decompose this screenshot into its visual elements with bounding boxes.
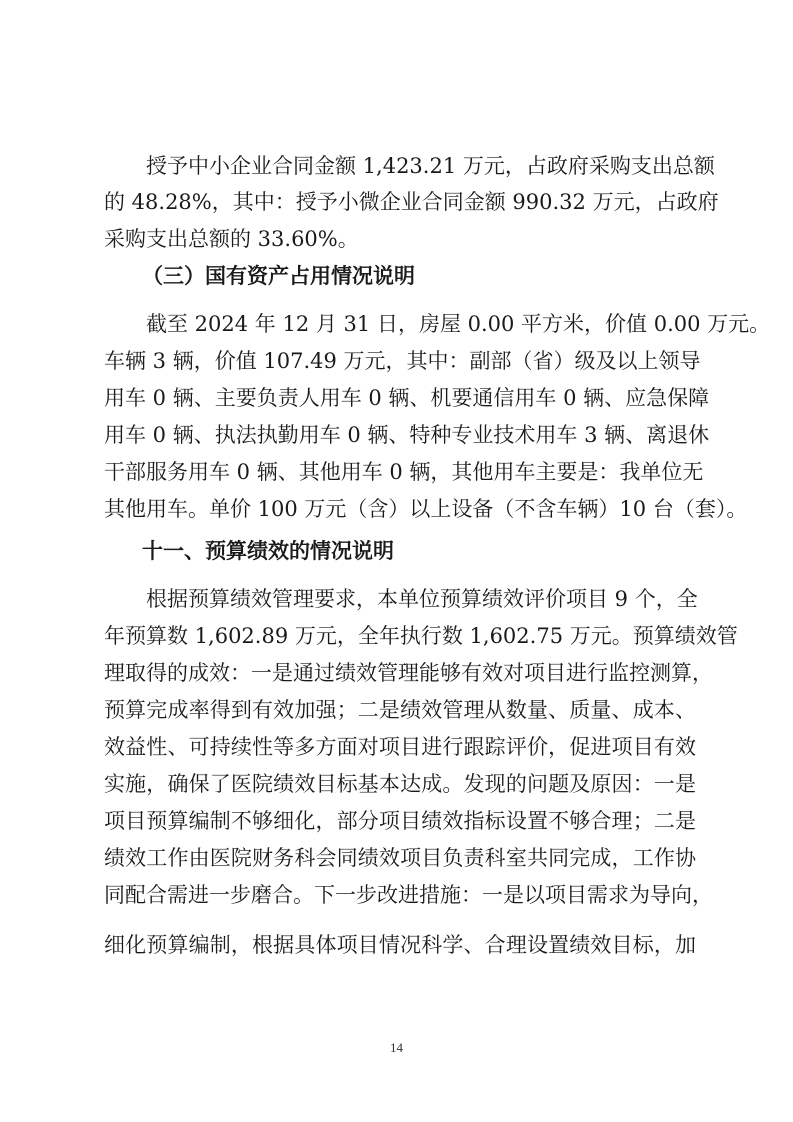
page-number: 14 xyxy=(390,1040,403,1055)
paragraph-line: 的 48.28%，其中：授予小微企业合同金额 990.32 万元，占政府 xyxy=(104,190,719,214)
paragraph-line: 预算完成率得到有效加强；二是绩效管理从数量、质量、成本、 xyxy=(104,698,696,722)
paragraph-line: 截至 2024 年 12 月 31 日，房屋 0.00 平方米，价值 0.00 万元。 xyxy=(146,312,771,336)
paragraph-line: 授予中小企业合同金额 1,423.21 万元，占政府采购支出总额 xyxy=(146,154,715,178)
paragraph-line: 根据预算绩效管理要求，本单位预算绩效评价项目 9 个，全 xyxy=(146,587,698,611)
paragraph-line: 项目预算编制不够细化，部分项目绩效指标设置不够合理；二是 xyxy=(104,809,696,833)
paragraph-line: 效益性、可持续性等多方面对项目进行跟踪评价，促进项目有效 xyxy=(104,735,696,759)
paragraph-line: 车辆 3 辆，价值 107.49 万元，其中：副部（省）级及以上领导 xyxy=(104,349,701,373)
section-heading-performance: 十一、预算绩效的情况说明 xyxy=(142,539,394,563)
paragraph-line: 同配合需进一步磨合。下一步改进措施：一是以项目需求为导向， xyxy=(104,883,713,907)
paragraph-line: 采购支出总额的 33.60%。 xyxy=(104,227,359,251)
paragraph-line: 干部服务用车 0 辆、其他用车 0 辆，其他用车主要是：我单位无 xyxy=(104,460,704,484)
section-heading-assets: （三）国有资产占用情况说明 xyxy=(142,264,415,288)
paragraph-line: 其他用车。单价 100 万元（含）以上设备（不含车辆）10 台（套）。 xyxy=(104,497,748,521)
paragraph-line: 理取得的成效：一是通过绩效管理能够有效对项目进行监控测算， xyxy=(104,661,713,685)
paragraph-line: 年预算数 1,602.89 万元，全年执行数 1,602.75 万元。预算绩效管 xyxy=(104,624,738,648)
paragraph-line: 用车 0 辆、执法执勤用车 0 辆、特种专业技术用车 3 辆、离退休 xyxy=(104,423,710,447)
paragraph-line: 细化预算编制，根据具体项目情况科学、合理设置绩效目标，加 xyxy=(104,933,696,957)
paragraph-line: 绩效工作由医院财务科会同绩效项目负责科室共同完成，工作协 xyxy=(104,846,696,870)
paragraph-line: 用车 0 辆、主要负责人用车 0 辆、机要通信用车 0 辆、应急保障 xyxy=(104,386,710,410)
paragraph-line: 实施，确保了医院绩效目标基本达成。发现的问题及原因：一是 xyxy=(104,772,696,796)
